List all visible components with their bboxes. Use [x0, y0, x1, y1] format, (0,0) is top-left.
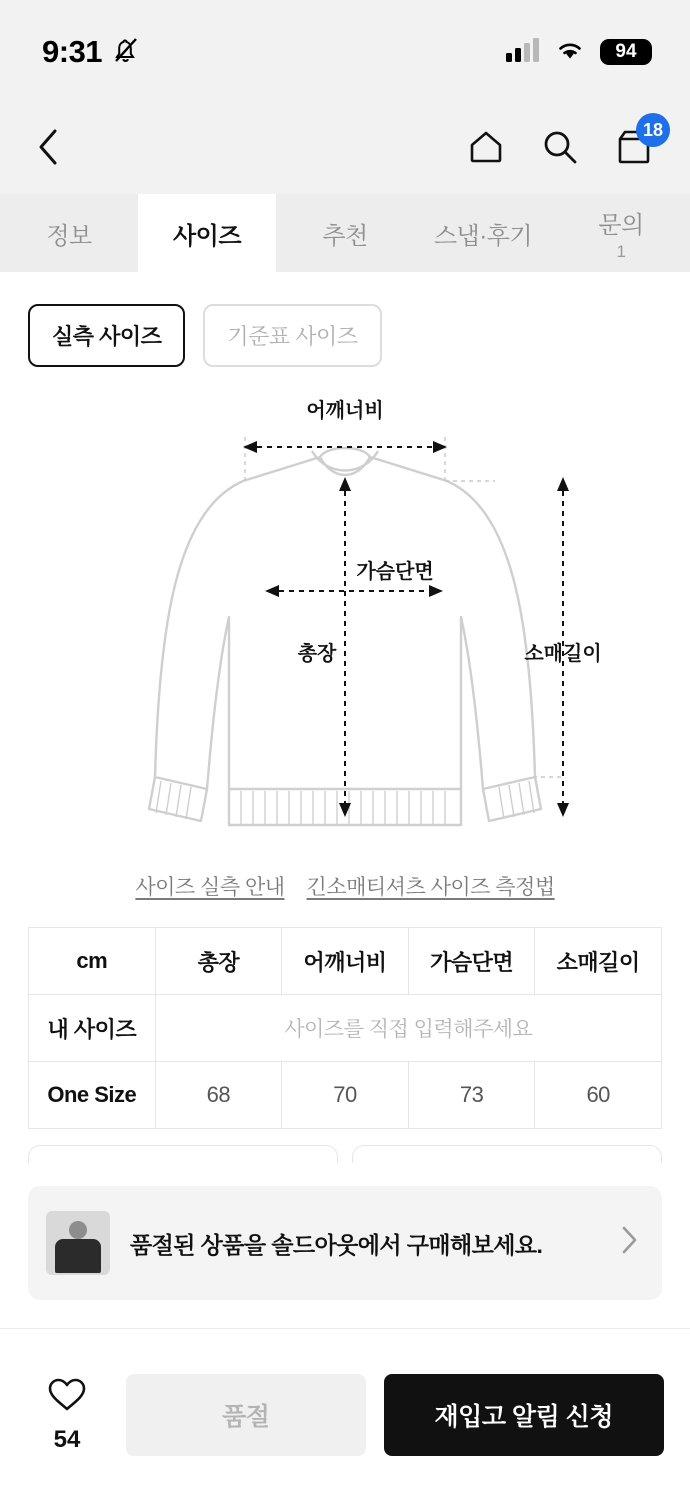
- status-bar-left: [42, 34, 140, 70]
- wifi-icon: [554, 38, 586, 67]
- battery-indicator: 94: [600, 39, 652, 65]
- cellular-signal-icon: [506, 38, 540, 67]
- back-button[interactable]: [34, 125, 64, 174]
- bottom-action-bar: [0, 1328, 690, 1500]
- bell-slash-icon: [112, 35, 140, 70]
- table-row: [29, 1062, 662, 1129]
- card-stub-right[interactable]: [352, 1145, 662, 1163]
- tab-inquiry-count: 1: [616, 241, 626, 261]
- size-diagram: [0, 385, 690, 865]
- label-shoulder-width: 어깨너비: [306, 400, 384, 422]
- product-thumbnail: [46, 1211, 110, 1275]
- nav-bar-actions: [464, 119, 664, 174]
- cart-button[interactable]: [612, 119, 664, 174]
- label-sleeve-length: 소매길이: [524, 643, 602, 665]
- tab-bar: [0, 194, 690, 272]
- tab-label: 추천: [322, 222, 368, 250]
- card-stub-left[interactable]: [28, 1145, 338, 1163]
- tab-inquiry[interactable]: [552, 194, 690, 272]
- status-bar-right: [506, 38, 652, 67]
- tab-recommend[interactable]: [276, 194, 414, 272]
- col-total-length: 총장: [155, 928, 282, 995]
- promo-text: 품절된 상품을 솔드아웃에서 구매해보세요.: [130, 1231, 543, 1258]
- status-bar: [0, 0, 690, 104]
- tab-info[interactable]: [0, 194, 138, 272]
- tab-label: 스냅·후기: [433, 222, 533, 250]
- soldout-promo-banner[interactable]: [28, 1186, 662, 1300]
- heart-icon: [45, 1375, 89, 1420]
- tab-label: 정보: [46, 222, 92, 250]
- chip-actual-size[interactable]: 실측 사이즈: [28, 304, 185, 367]
- home-icon[interactable]: [464, 125, 508, 174]
- cell-chest-width: 73: [408, 1062, 535, 1129]
- tab-size[interactable]: [138, 194, 276, 272]
- chip-standard-size[interactable]: 기준표 사이즈: [203, 304, 381, 367]
- cart-badge: 18: [636, 113, 670, 147]
- col-unit: cm: [29, 928, 156, 995]
- like-button[interactable]: [26, 1375, 108, 1454]
- soldout-button: 품절: [126, 1374, 366, 1456]
- my-size-row[interactable]: [29, 995, 662, 1062]
- size-mode-chips: [0, 272, 690, 377]
- cell-shoulder-width: 70: [282, 1062, 409, 1129]
- link-size-measure-guide[interactable]: 사이즈 실측 안내: [135, 876, 285, 899]
- tab-snap-review[interactable]: [414, 194, 552, 272]
- my-size-label: 내 사이즈: [29, 995, 156, 1062]
- col-shoulder-width: 어깨너비: [282, 928, 409, 995]
- label-total-length: 총장: [297, 643, 337, 665]
- my-size-input[interactable]: 사이즈를 직접 입력해주세요: [155, 995, 661, 1062]
- tab-label: 문의: [598, 211, 644, 239]
- size-name: One Size: [29, 1062, 156, 1129]
- nav-bar: [0, 104, 690, 194]
- search-icon[interactable]: [538, 125, 582, 174]
- like-count: 54: [53, 1426, 81, 1453]
- size-guide-links: [0, 871, 690, 901]
- col-chest-width: 가슴단면: [408, 928, 535, 995]
- chevron-right-icon: [618, 1223, 640, 1264]
- cell-sleeve-length: 60: [535, 1062, 662, 1129]
- size-table: [28, 927, 662, 1129]
- restock-alert-button[interactable]: 재입고 알림 신청: [384, 1374, 664, 1456]
- link-longsleeve-measure-method[interactable]: 긴소매티셔츠 사이즈 측정법: [306, 876, 555, 899]
- table-header-row: [29, 928, 662, 995]
- recommendation-card-strip: [0, 1129, 690, 1163]
- cell-total-length: 68: [155, 1062, 282, 1129]
- col-sleeve-length: 소매길이: [535, 928, 662, 995]
- label-chest-width: 가슴단면: [356, 561, 434, 583]
- status-time: 9:31: [42, 34, 103, 69]
- tab-label: 사이즈: [172, 222, 242, 250]
